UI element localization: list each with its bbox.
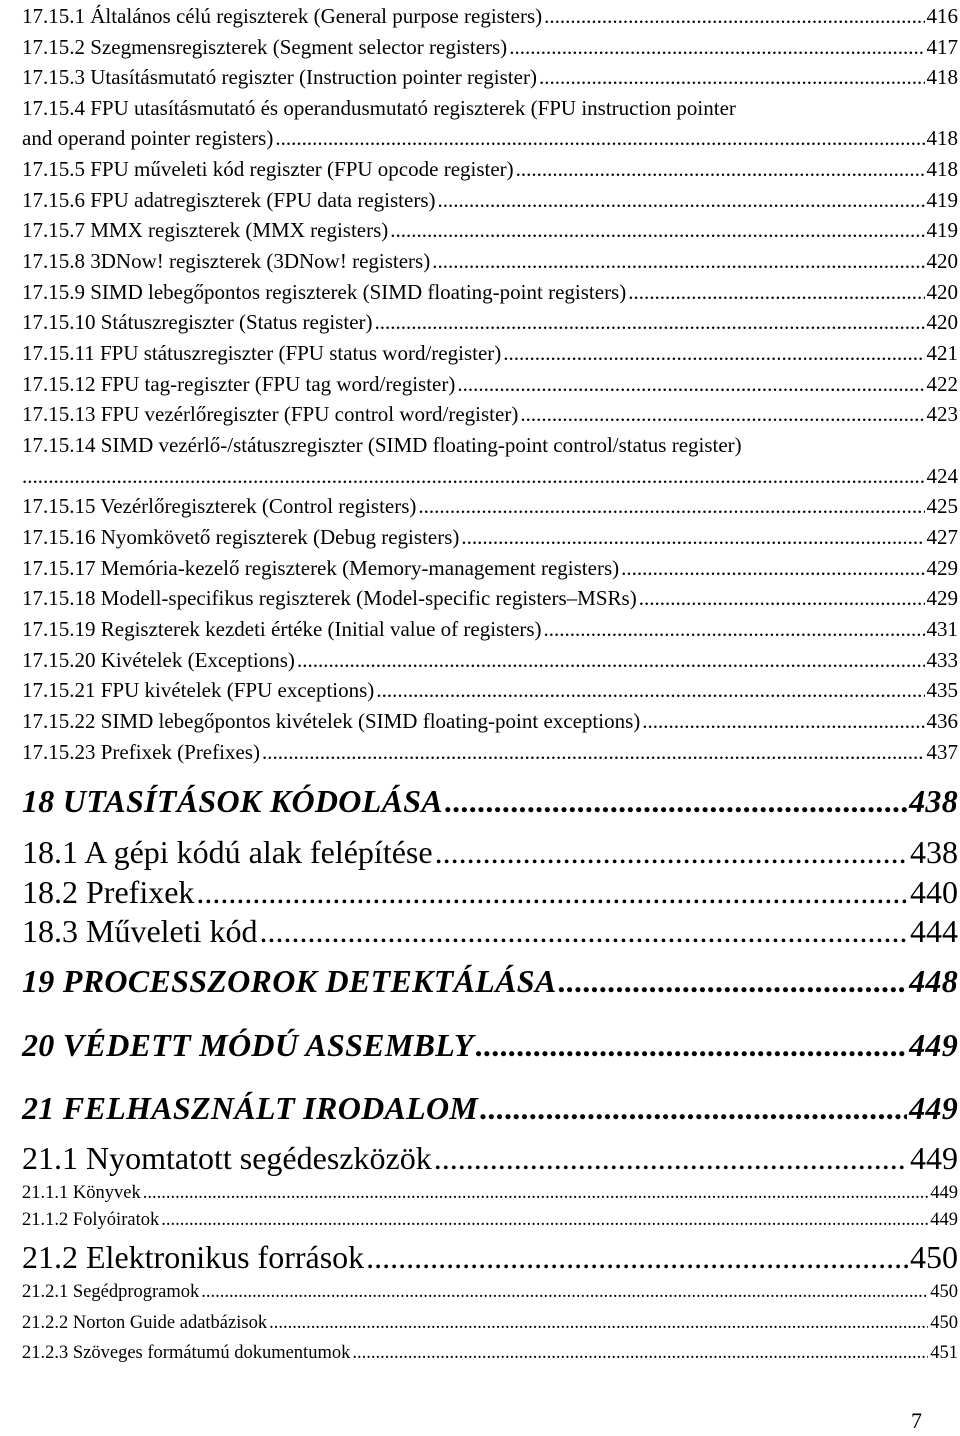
dot-leader: [445, 783, 907, 820]
toc-entry: [22, 464, 958, 489]
toc-page: 449: [910, 1140, 958, 1176]
dot-leader: [196, 874, 908, 911]
dot-leader: [366, 1239, 908, 1276]
dot-leader: [375, 310, 925, 335]
toc-page: 437: [926, 740, 958, 764]
toc-entry: 17.15.17 Memória-kezelő regiszterek (Memory-management registers) ..... 429: [22, 556, 958, 581]
dot-leader: [262, 740, 925, 765]
dot-leader: [558, 963, 907, 1000]
toc-page: 422: [926, 372, 958, 396]
toc-entry: 17.15.15 Vezérlőregiszterek (Control registers) ..... 425: [22, 494, 958, 519]
toc-entry: 17.15.2 Szegmensregiszterek (Segment selector registers) ..... 417: [22, 35, 958, 60]
toc-page: 433: [926, 648, 958, 672]
toc-entry: 17.15.8 3DNow! regiszterek (3DNow! registers) ..... 420: [22, 249, 958, 274]
dot-leader: [161, 1210, 928, 1231]
toc-chapter: 19 PROCESSZOROK DETEKTÁLÁSA ..... 448: [22, 963, 958, 1000]
toc-page: 450: [910, 1239, 958, 1275]
toc-section: 18.3 Műveleti kód ..... 444: [22, 913, 958, 950]
dot-leader: [438, 188, 925, 213]
toc-entry: 17.15.18 Modell-specifikus regiszterek (Model-specific registers–MSRs) ..... 429: [22, 586, 958, 611]
toc-page: 448: [909, 963, 958, 999]
dot-leader: [260, 913, 908, 950]
toc-page: 450: [930, 1313, 958, 1333]
toc-page: 449: [930, 1183, 958, 1203]
toc-page: 425: [926, 494, 958, 518]
toc-page: 450: [930, 1282, 958, 1302]
toc-page: 429: [926, 586, 958, 610]
toc-page: 451: [930, 1343, 958, 1363]
dot-leader: [434, 1140, 908, 1177]
toc-section: 21.1 Nyomtatott segédeszközök ..... 449: [22, 1140, 958, 1177]
toc-entry: 17.15.3 Utasításmutató regiszter (Instruction pointer register) ..... 418: [22, 65, 958, 90]
dot-leader: [516, 157, 925, 182]
toc-subsection: 21.1.2 Folyóiratok ..... 449: [22, 1210, 958, 1231]
dot-leader: [457, 372, 924, 397]
toc-entry: 17.15.19 Regiszterek kezdeti értéke (Initial value of registers) ..... 431: [22, 617, 958, 642]
toc-entry: 17.15.10 Státuszregiszter (Status register) ..... 420: [22, 310, 958, 335]
dot-leader: [639, 586, 925, 611]
toc-page: 427: [926, 525, 958, 549]
dot-leader: [418, 494, 924, 519]
toc-page: 435: [926, 678, 958, 702]
toc-page: 421: [926, 341, 958, 365]
toc-page: 436: [926, 709, 958, 733]
dot-leader: [390, 218, 924, 243]
dot-leader: [201, 1282, 928, 1303]
dot-leader: [275, 126, 924, 151]
dot-leader: [642, 709, 924, 734]
toc-page: 420: [926, 310, 958, 334]
toc-entry: 17.15.11 FPU státuszregiszter (FPU status word/register) ..... 421: [22, 341, 958, 366]
toc-section: 18.1 A gépi kódú alak felépítése ..... 438: [22, 834, 958, 871]
toc-entry: 17.15.20 Kivételek (Exceptions) ..... 433: [22, 648, 958, 673]
dot-leader: [435, 834, 908, 871]
dot-leader: [628, 280, 924, 305]
toc-page: 423: [926, 402, 958, 426]
toc-entry: 17.15.6 FPU adatregiszterek (FPU data registers) ..... 419: [22, 188, 958, 213]
dot-leader: [352, 1343, 928, 1364]
toc-page: 420: [926, 280, 958, 304]
toc-entry: 17.15.5 FPU műveleti kód regiszter (FPU opcode register) ..... 418: [22, 157, 958, 182]
toc-page: 418: [926, 65, 958, 89]
toc-page: 449: [909, 1090, 958, 1126]
toc-section: 18.2 Prefixek ..... 440: [22, 874, 958, 911]
toc-page: 420: [926, 249, 958, 273]
toc-subsection: 21.2.1 Segédprogramok ..... 450: [22, 1282, 958, 1303]
dot-leader: [520, 402, 924, 427]
toc-page: 419: [926, 188, 958, 212]
dot-leader: [544, 617, 925, 642]
toc-page: 440: [910, 874, 958, 910]
toc-entry: and operand pointer registers) ..... 418: [22, 126, 958, 151]
toc-subsection: 21.2.3 Szöveges formátumú dokumentumok ..... 451: [22, 1343, 958, 1364]
toc-entry-first-line: 17.15.4 FPU utasításmutató és operandusmutató regiszterek (FPU instruction pointer: [22, 96, 736, 120]
toc-entry: 17.15.22 SIMD lebegőpontos kivételek (SIMD floating-point exceptions) ..... 436: [22, 709, 958, 734]
toc-page: 438: [909, 783, 958, 819]
dot-leader: [461, 525, 924, 550]
toc-page: 418: [926, 126, 958, 150]
dot-leader: [432, 249, 924, 274]
toc-subsection: 21.2.2 Norton Guide adatbázisok ..... 450: [22, 1313, 958, 1334]
dot-leader: [143, 1183, 929, 1204]
dot-leader: [22, 464, 925, 489]
toc-entry: 17.15.1 Általános célú regiszterek (General purpose registers) ..... 416: [22, 4, 958, 29]
toc-section: 21.2 Elektronikus források ..... 450: [22, 1239, 958, 1276]
toc-page: 449: [909, 1027, 958, 1063]
toc-subsection: 21.1.1 Könyvek ..... 449: [22, 1183, 958, 1204]
dot-leader: [544, 4, 924, 29]
toc-chapter: 18 UTASÍTÁSOK KÓDOLÁSA ..... 438: [22, 783, 958, 820]
toc-page: 444: [910, 913, 958, 949]
dot-leader: [509, 35, 924, 60]
toc-entry: 17.15.7 MMX regiszterek (MMX registers) ..... 419: [22, 218, 958, 243]
toc-entry: 17.15.13 FPU vezérlőregiszter (FPU control word/register) ..... 423: [22, 402, 958, 427]
toc-chapter: 21 FELHASZNÁLT IRODALOM ..... 449: [22, 1090, 958, 1127]
toc-page: 418: [926, 157, 958, 181]
toc-entry: 17.15.21 FPU kivételek (FPU exceptions) ..... 435: [22, 678, 958, 703]
toc-page: 438: [910, 834, 958, 870]
dot-leader: [269, 1313, 928, 1334]
dot-leader: [503, 341, 924, 366]
dot-leader: [376, 678, 924, 703]
toc-page: 449: [930, 1210, 958, 1230]
toc-page: 431: [926, 617, 958, 641]
dot-leader: [539, 65, 925, 90]
toc-entry: 17.15.12 FPU tag-regiszter (FPU tag word/register) ..... 422: [22, 372, 958, 397]
dot-leader: [480, 1090, 907, 1127]
page-number: 7: [911, 1408, 922, 1433]
dot-leader: [476, 1027, 907, 1064]
toc-page: 419: [926, 218, 958, 242]
toc-page: 417: [926, 35, 958, 59]
toc-entry: 17.15.9 SIMD lebegőpontos regiszterek (SIMD floating-point registers) ..... 420: [22, 280, 958, 305]
toc-page: 424: [926, 464, 958, 488]
dot-leader: [297, 648, 925, 673]
dot-leader: [621, 556, 924, 581]
toc-page: 429: [926, 556, 958, 580]
toc-page: 416: [926, 4, 958, 28]
toc-entry: 17.15.23 Prefixek (Prefixes) ..... 437: [22, 740, 958, 765]
toc-entry-first-line: 17.15.14 SIMD vezérlő-/státuszregiszter (SIMD floating-point control/status register): [22, 433, 742, 457]
toc-chapter: 20 VÉDETT MÓDÚ ASSEMBLY ..... 449: [22, 1027, 958, 1064]
toc-entry: 17.15.16 Nyomkövető regiszterek (Debug registers) ..... 427: [22, 525, 958, 550]
